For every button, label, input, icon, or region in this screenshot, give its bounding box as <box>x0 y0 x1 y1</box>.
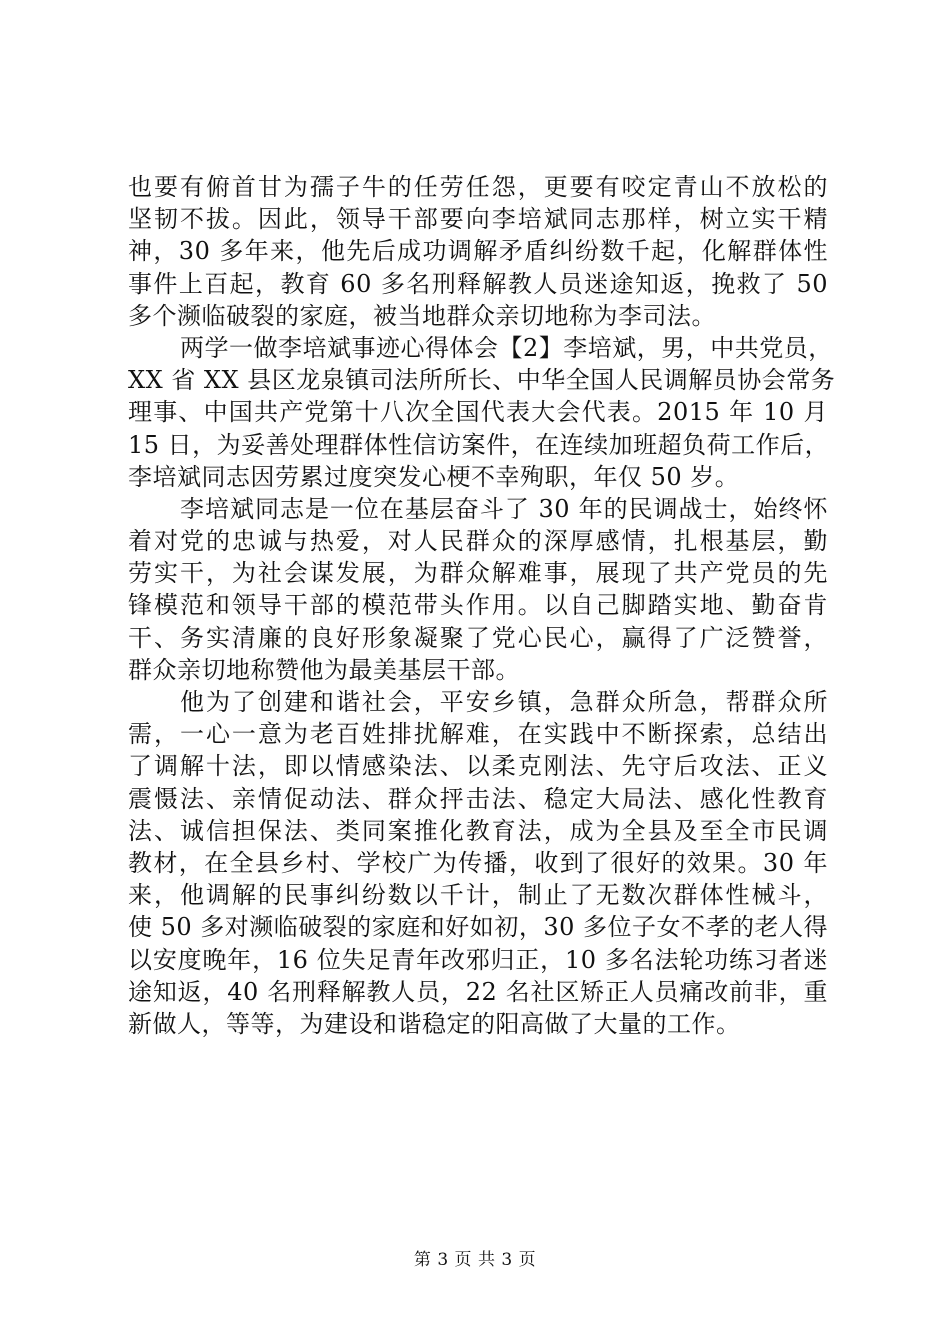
text-line: 李培斌同志因劳累过度突发心梗不幸殉职，年仅 50 岁。 <box>128 462 740 491</box>
text-line: 新做人，等等，为建设和谐稳定的阳高做了大量的工作。 <box>128 1009 741 1038</box>
text-line: XX 省 XX 县区龙泉镇司法所所长、中华全国人民调解员协会常务 <box>128 366 836 395</box>
text-line: 15 日，为妥善处理群体性信访案件，在连续加班超负荷工作后， <box>128 430 830 459</box>
text-line: 神，30 多年来，他先后成功调解矛盾纠纷数千起，化解群体性 <box>128 237 828 266</box>
paragraph-first-line: 李培斌同志是一位在基层奋斗了 30 年的民调战士，始终怀 <box>180 494 828 523</box>
text-line: 教材，在全县乡村、学校广为传播，收到了很好的效果。30 年 <box>128 848 828 877</box>
text-line: 锋模范和领导干部的模范带头作用。以自己脚踏实地、勤奋肯 <box>128 591 828 620</box>
document-body <box>128 171 836 1040</box>
page-number-footer: 第 3 页 共 3 页 <box>413 1250 537 1270</box>
text-line: 震慑法、亲情促动法、群众抨击法、稳定大局法、感化性教育 <box>128 784 828 813</box>
text-line: 途知返，40 名刑释解教人员，22 名社区矫正人员痛改前非，重 <box>128 977 828 1006</box>
text-line: 多个濒临破裂的家庭，被当地群众亲切地称为李司法。 <box>128 301 716 330</box>
text-line: 使 50 多对濒临破裂的家庭和好如初，30 多位子女不孝的老人得 <box>128 913 828 942</box>
text-line: 着对党的忠诚与热爱，对人民群众的深厚感情，扎根基层，勤 <box>128 527 828 556</box>
text-line: 来，他调解的民事纠纷数以千计，制止了无数次群体性械斗， <box>128 881 828 910</box>
text-line: 理事、中国共产党第十八次全国代表大会代表。2015 年 10 月 <box>128 398 828 427</box>
text-line: 需，一心一意为老百姓排扰解难，在实践中不断探索，总结出 <box>128 720 828 749</box>
paragraph-first-line: 他为了创建和谐社会，平安乡镇，急群众所急，帮群众所 <box>180 688 828 716</box>
text-line: 以安度晚年，16 位失足青年改邪归正，10 多名法轮功练习者迷 <box>128 945 828 974</box>
text-line: 干、务实清廉的良好形象凝聚了党心民心，赢得了广泛赞誉， <box>128 623 828 652</box>
text-line: 坚韧不拔。因此，领导干部要向李培斌同志那样，树立实干精 <box>128 205 828 234</box>
text-line: 劳实干，为社会谋发展，为群众解难事，展现了共产党员的先 <box>128 559 828 588</box>
text-line: 法、诚信担保法、类同案推化教育法，成为全县及至全市民调 <box>128 816 828 845</box>
text-line: 了调解十法，即以情感染法、以柔克刚法、先守后攻法、正义 <box>128 752 828 781</box>
text-line: 事件上百起，教育 60 多名刑释解教人员迷途知返，挽救了 50 <box>128 269 828 298</box>
text-line: 群众亲切地称赞他为最美基层干部。 <box>128 655 520 684</box>
text-line: 也要有俯首甘为孺子牛的任劳任怨，更要有咬定青山不放松的 <box>128 173 828 201</box>
paragraph-first-line: 两学一做李培斌事迹心得体会【2】李培斌，男，中共党员， <box>180 333 833 362</box>
